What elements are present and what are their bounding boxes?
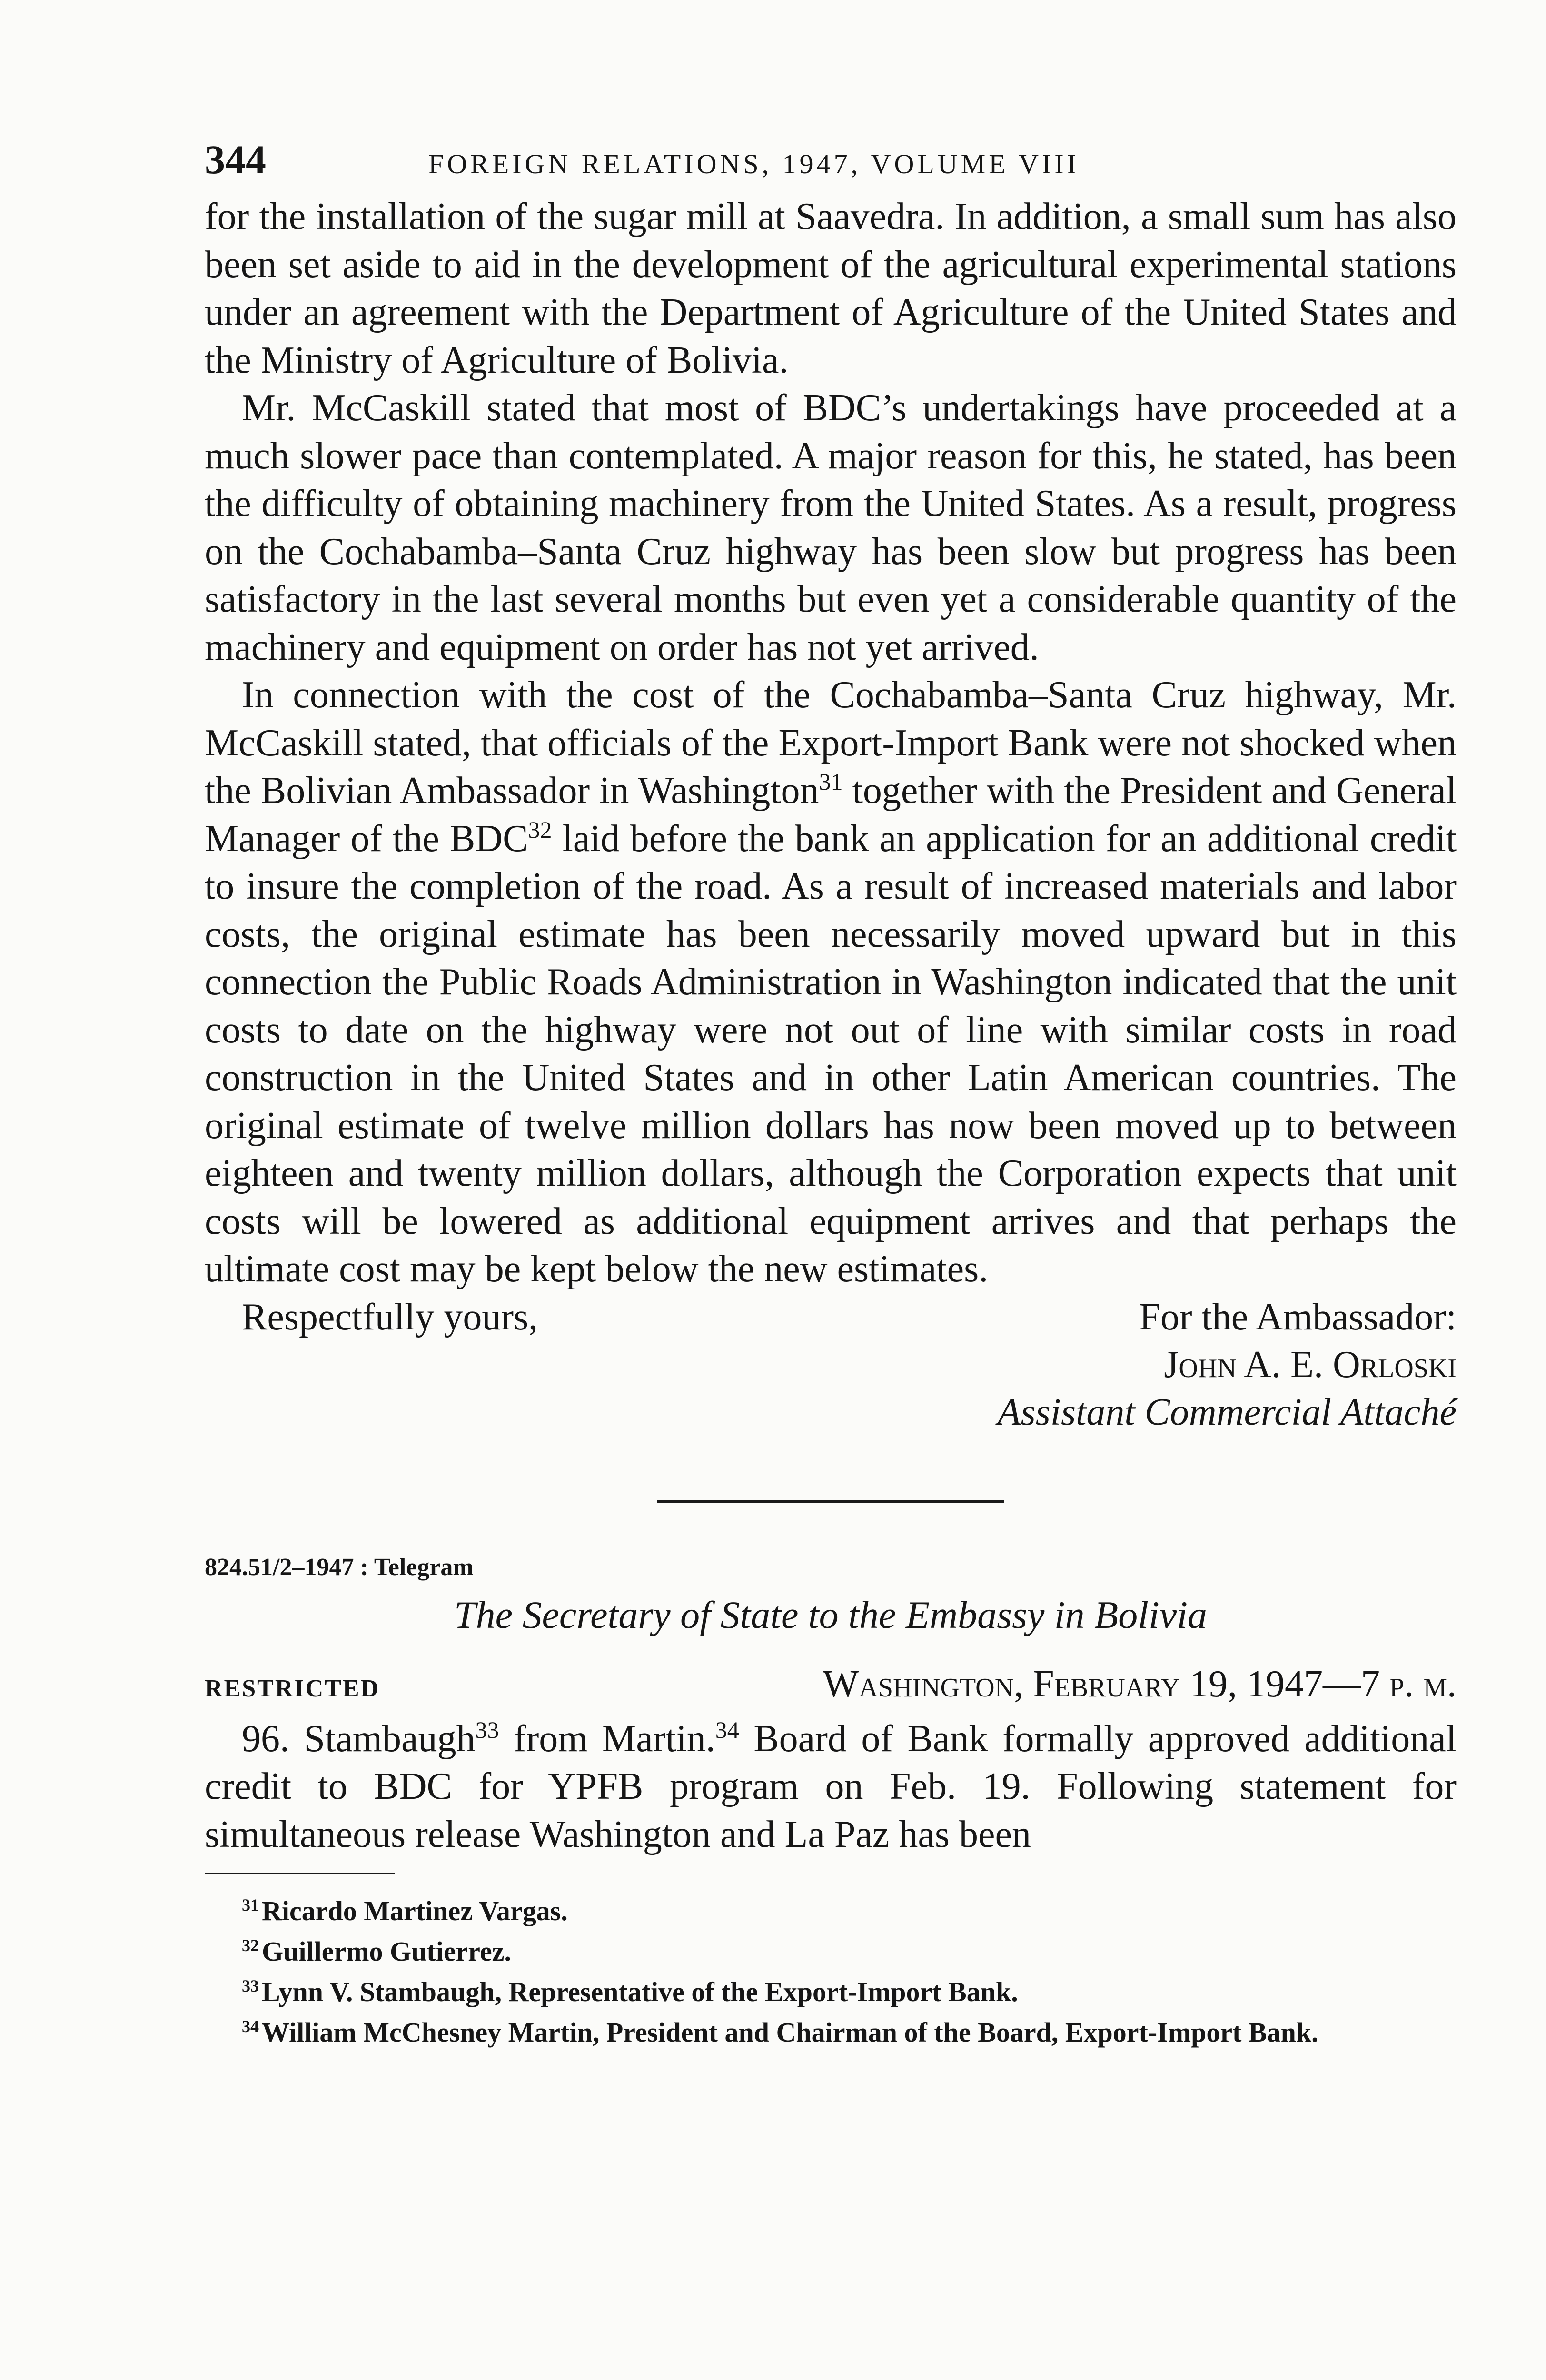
footnote-text: Ricardo Martinez Vargas. <box>262 1895 568 1926</box>
paragraph-2: Mr. McCaskill stated that most of BDC’s undertakings have proceeded at a much slower pace than contemplated. A major reason for this, he stated, has been the difficulty of obtaining machinery from the United States. As a result, progress on the Cochabamba–Santa Cruz highway has been slow but progress has been satisfactory in the last several months but even yet a considerable quantity of the machinery and equipment on order has not yet arrived. <box>205 387 1457 668</box>
paragraph-1: for the installation of the sugar mill at Saavedra. In addition, a small sum has also been set aside to aid in the development of the agricultural experimental stations under an agreement with the Department of Agriculture of the United States and the Ministry of Agriculture of Bolivia. <box>205 196 1457 381</box>
page-number: 344 <box>205 137 266 182</box>
running-title: FOREIGN RELATIONS, 1947, VOLUME VIII <box>428 149 1080 179</box>
footnote-32 <box>205 1928 1457 1969</box>
letter-body <box>205 193 1457 1293</box>
footnote-ref-33: 33 <box>475 1716 499 1743</box>
salutation: Respectfully yours, <box>242 1296 538 1338</box>
signer-title: Assistant Commercial Attaché <box>997 1391 1457 1433</box>
paragraph-3 <box>205 671 1457 1293</box>
telegram-text-a: 96. Stambaugh <box>242 1717 476 1760</box>
paragraph-3-text-a: In connection with the cost of the Cochabamba–Santa Cruz highway, Mr. McCaskill stated, that officials of the Export-Import Bank were not shocked when the Bolivian Ambassador in Washington <box>205 674 1457 812</box>
footnote-mark: 32 <box>242 1936 259 1955</box>
footnote-text: Lynn V. Stambaugh, Representative of the Export-Import Bank. <box>262 1976 1018 2007</box>
closing-line <box>205 1293 1457 1341</box>
footnote-ref-32: 32 <box>528 816 552 843</box>
paragraph-3-text-c: laid before the bank an application for an additional credit to insure the completion of the road. As a result of increased materials and labor costs, the original estimate has been necessarily moved upward but in this connection the Public Roads Administration in Washington indicated that the unit costs to date on the highway were not out of line with similar costs in road construction in the United States and in other Latin American countries. The original estimate of twelve million dollars has now been moved up to between eighteen and twenty million dollars, although the Corporation expects that unit costs will be lowered as additional equipment arrives and that perhaps the ultimate cost may be kept below the new estimates. <box>205 817 1457 1290</box>
paragraph-3-text-b: together with the President and General Manager of the BDC <box>205 770 1457 860</box>
section-divider <box>657 1500 1004 1503</box>
footnote-divider <box>205 1873 395 1874</box>
footnote-34 <box>205 2009 1457 2050</box>
footnote-mark: 31 <box>242 1895 259 1914</box>
footnote-mark: 33 <box>242 1976 259 1995</box>
file-reference: 824.51/2–1947 : Telegram <box>205 1553 474 1581</box>
footnote-ref-31: 31 <box>819 768 843 795</box>
footnote-33 <box>205 1969 1457 2009</box>
telegram-body <box>205 1715 1457 1859</box>
footnote-31 <box>205 1888 1457 1928</box>
signature-block <box>205 1341 1457 1436</box>
footnote-mark: 34 <box>242 2017 259 2036</box>
footnote-text: William McChesney Martin, President and Chairman of the Board, Export-Import Bank. <box>262 2017 1318 2048</box>
telegram-text-c: Board of Bank formally approved additional credit to BDC for YPFB program on Feb. 19. Following statement for simultaneous release Washington and La Paz has been <box>205 1717 1457 1855</box>
signer-name: John A. E. Orloski <box>1164 1343 1457 1386</box>
running-head <box>205 136 1457 193</box>
telegram-text-b: from Martin. <box>499 1717 715 1760</box>
footnote-ref-34: 34 <box>715 1716 739 1743</box>
document-title: The Secretary of State to the Embassy in Bolivia <box>454 1593 1207 1636</box>
footnote-text: Guillermo Gutierrez. <box>262 1936 511 1967</box>
document-page <box>205 136 1457 2050</box>
for-ambassador: For the Ambassador: <box>1139 1296 1457 1338</box>
classification-label: RESTRICTED <box>205 1675 380 1702</box>
dateline <box>205 1663 1457 1715</box>
footnotes <box>205 1888 1457 2050</box>
place-date: Washington, February 19, 1947—7 p. m. <box>823 1663 1457 1705</box>
telegram-paragraph <box>205 1715 1457 1859</box>
